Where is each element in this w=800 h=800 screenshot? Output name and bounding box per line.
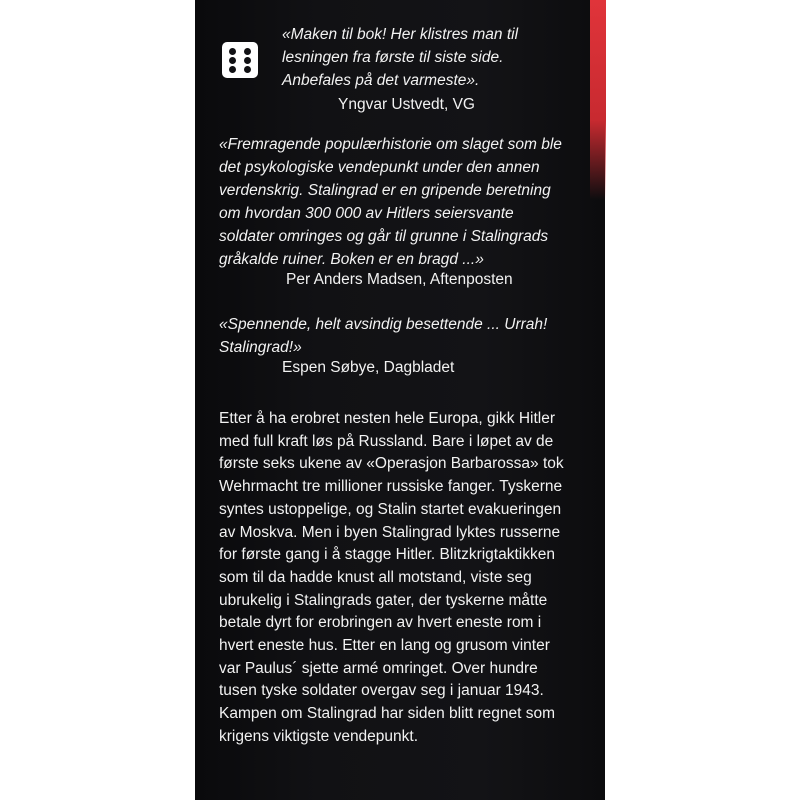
quote-line: Anbefales på det varmeste». bbox=[282, 72, 480, 89]
blurb-line: Kampen om Stalingrad har siden blitt regnet som bbox=[219, 705, 556, 723]
quote-attribution-vg: Yngvar Ustvedt, VG bbox=[338, 96, 475, 113]
quote-line: Stalingrad!» bbox=[219, 339, 302, 356]
book-blurb bbox=[219, 408, 564, 749]
blurb-line: Etter å ha erobret nesten hele Europa, gikk Hitler bbox=[219, 410, 556, 427]
red-spine-edge bbox=[590, 0, 606, 200]
blurb-line: syntes ustoppelige, og Stalin startet evakueringen bbox=[219, 500, 562, 518]
dice-six-icon bbox=[222, 42, 258, 78]
dice-pip bbox=[244, 48, 251, 55]
review-quote-aftenposten bbox=[219, 133, 562, 271]
blurb-line: som til da hadde knust all motstand, viste seg bbox=[219, 568, 532, 586]
quote-attribution-dagbladet: Espen Søbye, Dagbladet bbox=[282, 359, 455, 376]
blurb-line: Wehrmacht tre millioner russiske fanger. Tyskerne bbox=[219, 478, 563, 496]
quote-line: det psykologiske vendepunkt under den annen bbox=[219, 159, 540, 176]
quote-line: «Spennende, helt avsindig besettende ... Urrah! bbox=[219, 316, 548, 333]
quote-line: gråkalde ruiner. Boken er en bragd ...» bbox=[219, 251, 484, 268]
dice-pip bbox=[229, 57, 236, 64]
blurb-line: med full kraft løs på Russland. Bare i løpet av de bbox=[219, 432, 554, 450]
quote-line: lesningen fra første til siste side. bbox=[282, 49, 504, 66]
blurb-line: hvert eneste hus. Etter en lang og grusom vinter bbox=[219, 637, 550, 655]
blurb-line: for første gang i å stagge Hitler. Blitzkrigtaktikken bbox=[219, 546, 555, 564]
blurb-line: tusen tyske soldater overgav seg i januar 1943. bbox=[219, 682, 544, 700]
dice-pip bbox=[244, 66, 251, 73]
quote-line: verdenskrig. Stalingrad er en gripende beretning bbox=[219, 182, 551, 199]
blurb-line: var Paulus´ sjette armé omringet. Over hundre bbox=[219, 659, 538, 677]
review-quote-dagbladet bbox=[219, 313, 547, 359]
blurb-line: betale dyrt for erobringen av hvert eneste rom i bbox=[219, 614, 542, 632]
review-quote-vg bbox=[282, 23, 518, 92]
dice-pip bbox=[229, 48, 236, 55]
quote-line: «Fremragende populærhistorie om slaget som ble bbox=[219, 136, 562, 153]
blurb-line: krigens viktigste vendepunkt. bbox=[219, 727, 419, 745]
dice-pip bbox=[244, 57, 251, 64]
quote-line: soldater omringes og går til grunne i Stalingrads bbox=[219, 228, 549, 245]
quote-line: om hvordan 300 000 av Hitlers seiersvante bbox=[219, 205, 514, 222]
blurb-line: første seks ukene av «Operasjon Barbarossa» tok bbox=[219, 455, 564, 473]
dice-pip bbox=[229, 66, 236, 73]
quote-attribution-aftenposten: Per Anders Madsen, Aftenposten bbox=[286, 271, 513, 288]
blurb-line: av Moskva. Men i byen Stalingrad lyktes russerne bbox=[219, 523, 561, 541]
quote-line: «Maken til bok! Her klistres man til bbox=[282, 26, 519, 43]
blurb-line: ubrukelig i Stalingrads gater, der tyskerne måtte bbox=[219, 591, 548, 609]
